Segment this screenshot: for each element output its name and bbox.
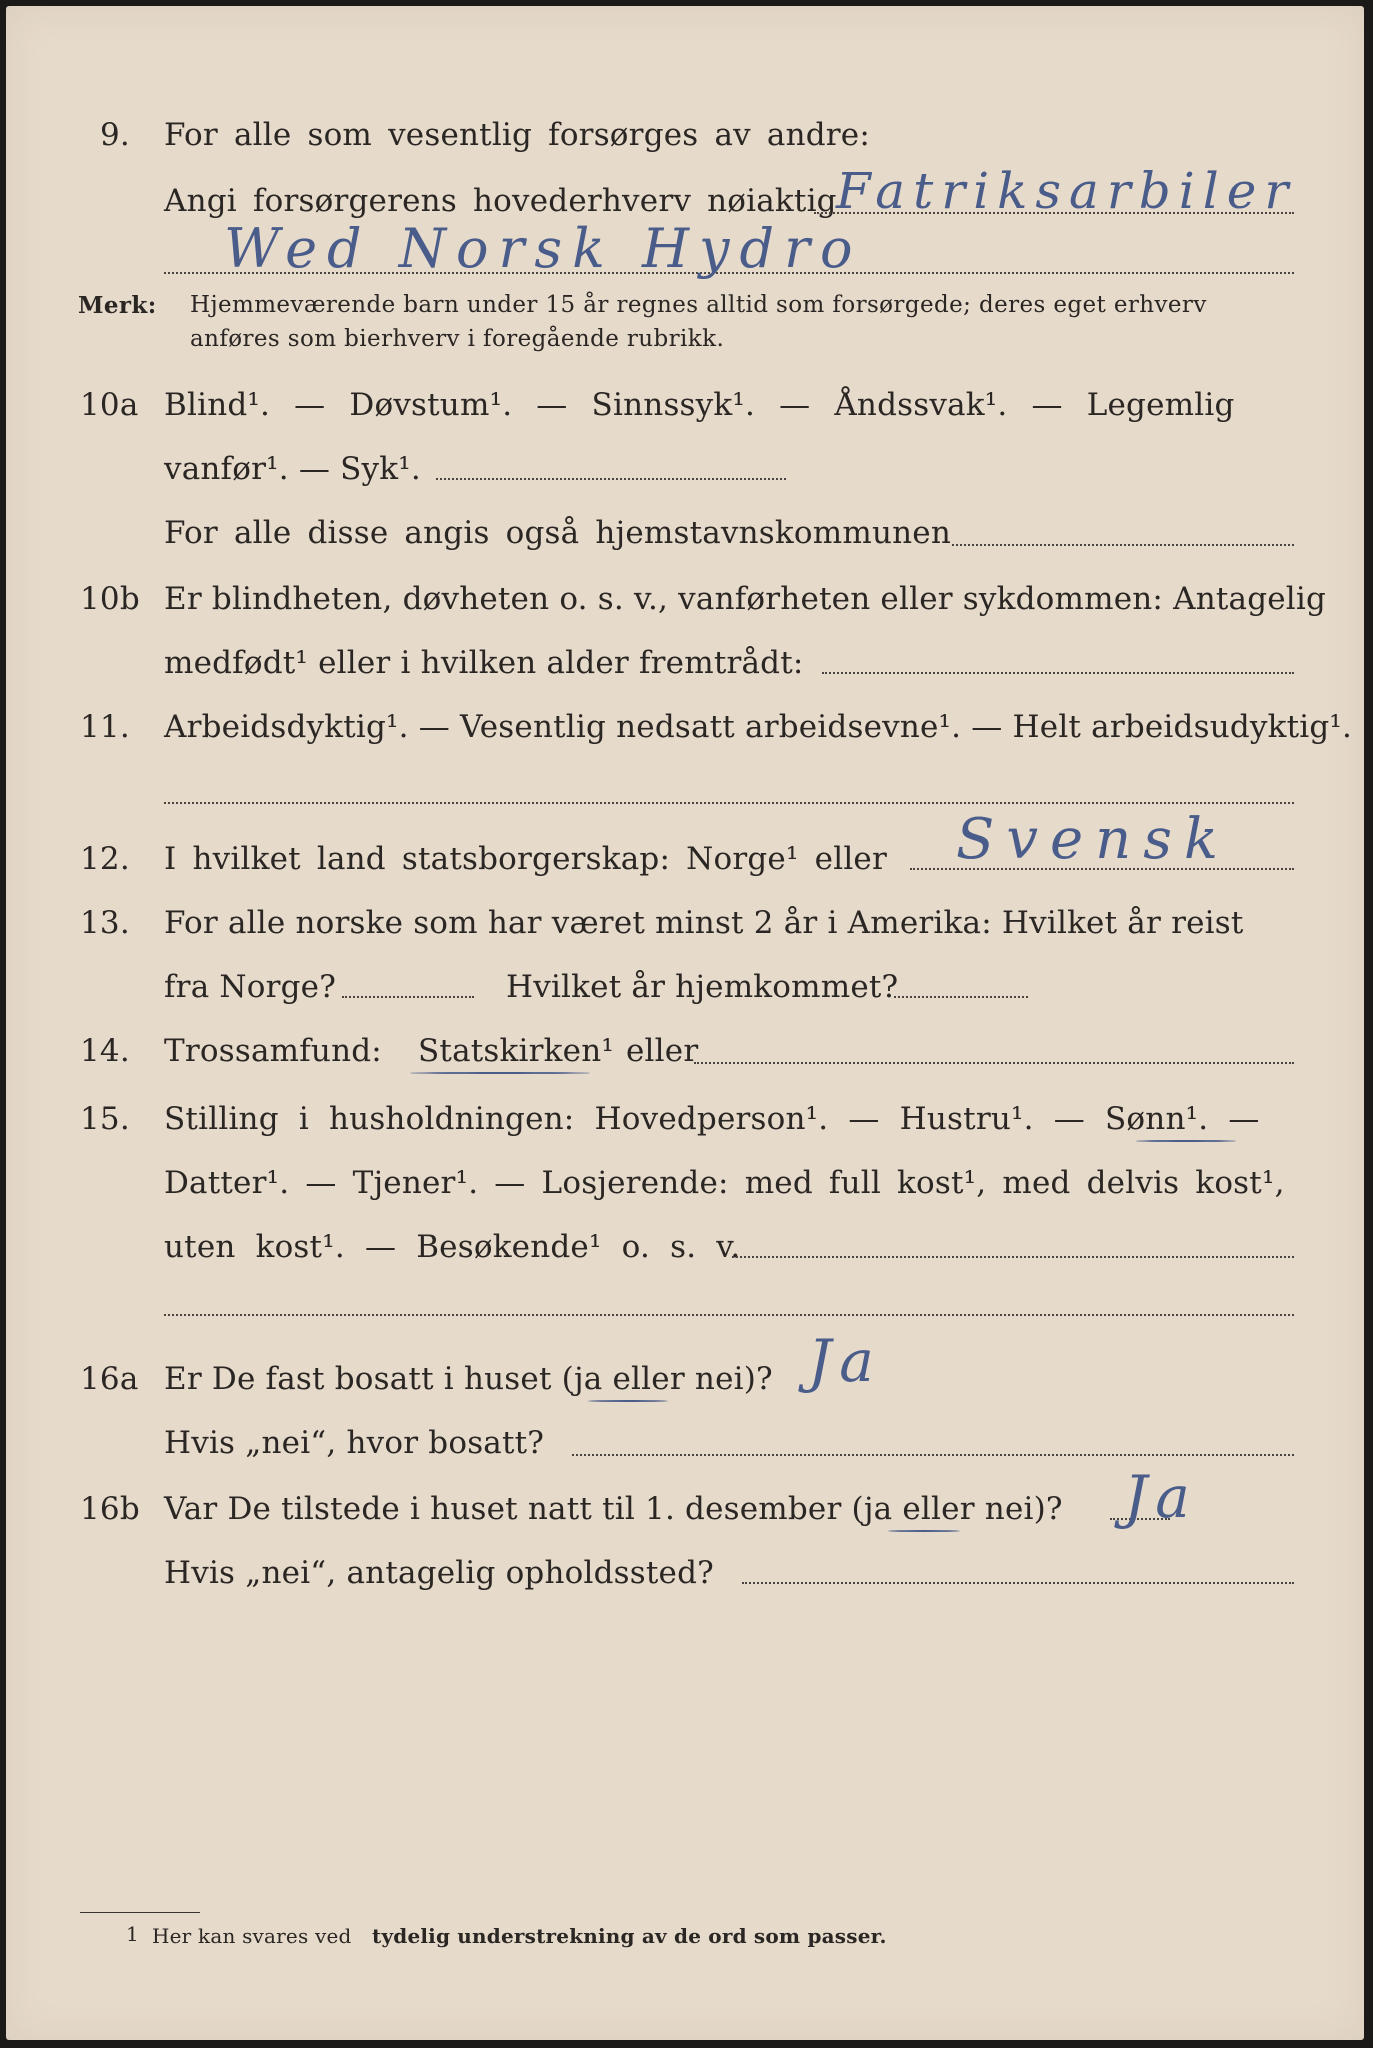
q14-number: 14. bbox=[80, 1033, 130, 1069]
q9-line1: For alle som vesentlig forsørges av andre: bbox=[164, 117, 870, 153]
q12-number: 12. bbox=[80, 841, 130, 877]
merk-label: Merk: bbox=[78, 292, 157, 319]
q16a-number: 16a bbox=[80, 1361, 139, 1397]
q16a-line1: Er De fast bosatt i huset (ja eller nei)? bbox=[164, 1361, 773, 1397]
q10a-hometown-line[interactable] bbox=[952, 544, 1294, 546]
q13-line1: For alle norske som har været minst 2 år i Amerika: Hvilket år reist bbox=[164, 905, 1244, 941]
q11-line1: Arbeidsdyktig¹. — Vesentlig nedsatt arbeidsevne¹. — Helt arbeidsudyktig¹. bbox=[164, 709, 1353, 745]
q14-handwritten-underline bbox=[410, 1072, 590, 1074]
q9-number: 9. bbox=[100, 117, 130, 153]
q10a-answer-line[interactable] bbox=[436, 478, 786, 480]
q16b-line2: Hvis „nei“, antagelig opholdssted? bbox=[164, 1555, 714, 1591]
q9-line2: Angi forsørgerens hovederhverv nøiaktig bbox=[164, 183, 837, 219]
q16b-number: 16b bbox=[80, 1491, 140, 1527]
q11-answer-line[interactable] bbox=[164, 802, 1294, 804]
q12-handwritten-citizenship: Svensk bbox=[956, 807, 1230, 872]
q15-answer-line1[interactable] bbox=[732, 1256, 1294, 1258]
q10a-line1: Blind¹. — Døvstum¹. — Sinnssyk¹. — Åndssvak¹. — Legemlig bbox=[164, 387, 1235, 423]
footnote-rule bbox=[80, 1912, 200, 1913]
q16a-answer-line[interactable] bbox=[572, 1454, 1294, 1456]
q10b-line2: medfødt¹ eller i hvilken alder fremtrådt: bbox=[164, 645, 804, 681]
q16b-line1: Var De tilstede i huset natt til 1. desember (ja eller nei)? bbox=[164, 1491, 1063, 1527]
q15-line2: Datter¹. — Tjener¹. — Losjerende: med full kost¹, med delvis kost¹, bbox=[164, 1165, 1285, 1201]
q10a-line2: vanfør¹. — Syk¹. bbox=[164, 451, 421, 487]
q16b-handwritten-answer: Ja bbox=[1124, 1463, 1198, 1531]
q10b-line1: Er blindheten, døvheten o. s. v., vanførheten eller sykdommen: Antagelig bbox=[164, 581, 1327, 617]
q9-handwritten-employer: Wed Norsk Hydro bbox=[224, 217, 863, 280]
q13-line2b: Hvilket år hjemkommet? bbox=[506, 969, 899, 1005]
q15-line3: uten kost¹. — Besøkende¹ o. s. v. bbox=[164, 1229, 741, 1265]
q11-number: 11. bbox=[80, 709, 130, 745]
merk-line1: Hjemmeværende barn under 15 år regnes alltid som forsørgede; deres eget erhverv bbox=[190, 292, 1207, 318]
q16a-line2: Hvis „nei“, hvor bosatt? bbox=[164, 1425, 545, 1461]
q13-number: 13. bbox=[80, 905, 130, 941]
q16a-handwritten-answer: Ja bbox=[808, 1327, 882, 1395]
footnote-text-emphasis: tydelig understrekning av de ord som passer. bbox=[372, 1924, 887, 1948]
merk-line2: anføres som bierhverv i foregående rubrikk. bbox=[190, 326, 725, 352]
q15-handwritten-underline bbox=[1136, 1140, 1236, 1142]
q12-line1: I hvilket land statsborgerskap: Norge¹ eller bbox=[164, 841, 887, 877]
q10a-number: 10a bbox=[80, 387, 139, 423]
q13-line2a: fra Norge? bbox=[164, 969, 337, 1005]
q14-tail: eller bbox=[626, 1033, 699, 1069]
q14-label: Trossamfund: bbox=[164, 1033, 382, 1069]
q10b-number: 10b bbox=[80, 581, 140, 617]
q13-return-year-line[interactable] bbox=[894, 996, 1028, 998]
footnote-mark: 1 bbox=[126, 1922, 139, 1946]
q15-line1: Stilling i husholdningen: Hovedperson¹. — Hustru¹. — Sønn¹. — bbox=[164, 1101, 1260, 1137]
q10a-line3: For alle disse angis også hjemstavnskommunen bbox=[164, 515, 951, 551]
q14-answer-line[interactable] bbox=[694, 1062, 1294, 1064]
q16b-handwritten-underline bbox=[888, 1530, 960, 1532]
q15-answer-line2[interactable] bbox=[164, 1314, 1294, 1316]
q16a-handwritten-underline bbox=[588, 1400, 668, 1402]
q9-handwritten-occupation: Fatriksarbiler bbox=[836, 162, 1297, 220]
form-sheet bbox=[6, 6, 1364, 2040]
q10b-answer-line[interactable] bbox=[822, 672, 1294, 674]
q16b-location-line[interactable] bbox=[742, 1582, 1294, 1584]
q13-departure-year-line[interactable] bbox=[342, 996, 474, 998]
q14-option-statskirken[interactable]: Statskirken¹ bbox=[418, 1033, 614, 1069]
footnote-text-plain: Her kan svares ved bbox=[152, 1924, 352, 1948]
q15-number: 15. bbox=[80, 1101, 130, 1137]
